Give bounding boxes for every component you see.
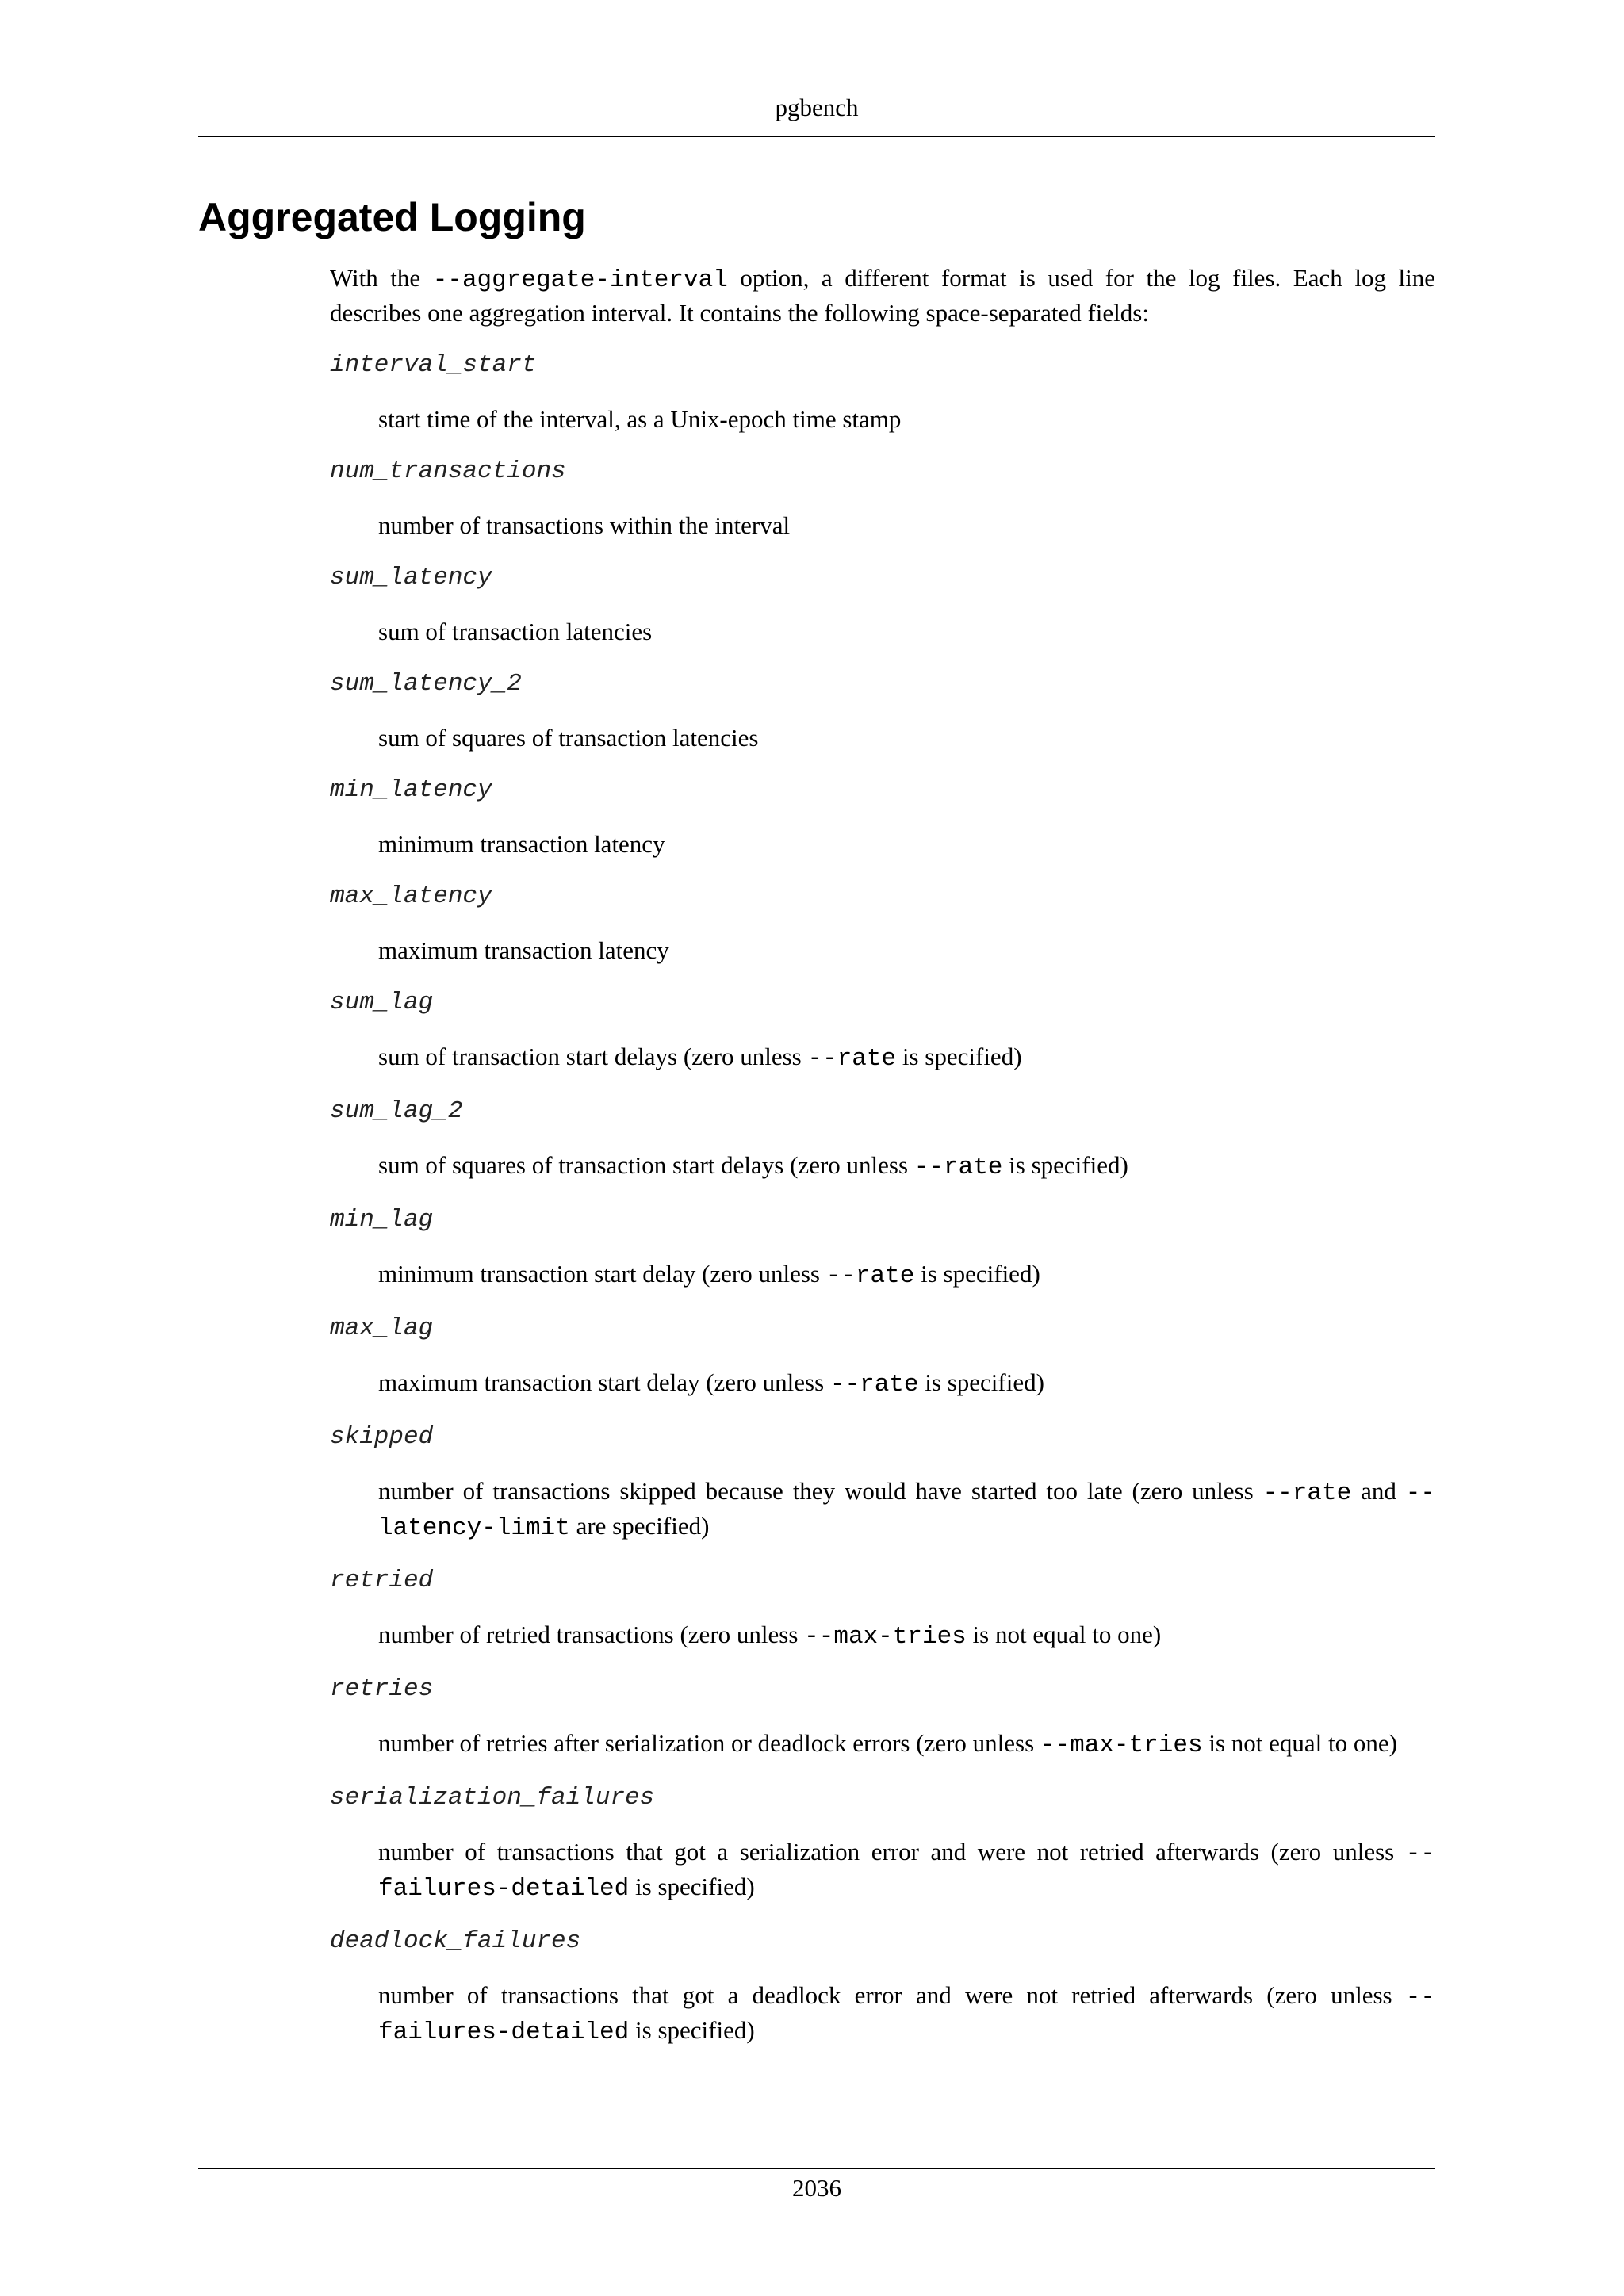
field-desc-sum-lag: sum of transaction start delays (zero unless --rate is specified) xyxy=(378,1043,1022,1073)
field-term-num-transactions: num_transactions xyxy=(330,457,566,485)
field-desc-retries: number of retries after serialization or deadlock errors (zero unless --max-tries is not equal to one) xyxy=(378,1729,1397,1759)
section-body xyxy=(330,262,1435,2069)
page-number: 2036 xyxy=(792,2174,841,2202)
field-desc-sum-latency-2: sum of squares of transaction latencies xyxy=(378,724,759,752)
field-desc-deadlock-failures: number of transactions that got a deadlock error and were not retried afterwards (zero unless --failures-detailed is specified) xyxy=(378,1981,1435,2046)
field-term-retried: retried xyxy=(330,1567,434,1594)
latency-limit-option: --latency-limit xyxy=(378,1479,1435,1542)
field-term-skipped: skipped xyxy=(330,1423,434,1451)
rate-option: --rate xyxy=(825,1262,915,1290)
field-term-max-lag: max_lag xyxy=(330,1314,434,1342)
field-desc-retried: number of retried transactions (zero unless --max-tries is not equal to one) xyxy=(378,1621,1162,1651)
rate-option: --rate xyxy=(1262,1479,1352,1507)
field-desc-sum-lag-2: sum of squares of transaction start delays (zero unless --rate is specified) xyxy=(378,1151,1128,1181)
field-term-sum-latency: sum_latency xyxy=(330,564,492,591)
field-desc-num-transactions: number of transactions within the interval xyxy=(378,511,791,539)
field-desc-max-lag: maximum transaction start delay (zero unless --rate is specified) xyxy=(378,1368,1044,1399)
field-desc-serialization-failures: number of transactions that got a serialization error and were not retried afterwards (zero unless --failures-detailed is specified) xyxy=(378,1838,1435,1903)
field-desc-min-latency: minimum transaction latency xyxy=(378,830,665,858)
field-desc-sum-latency: sum of transaction latencies xyxy=(378,618,653,645)
field-desc-skipped: number of transactions skipped because they would have started too late (zero unless --rate and --latency-limit are specified) xyxy=(378,1477,1435,1542)
max-tries-option: --max-tries xyxy=(1040,1732,1203,1759)
field-desc-min-lag: minimum transaction start delay (zero unless --rate is specified) xyxy=(378,1260,1040,1290)
rate-option: --rate xyxy=(829,1371,919,1399)
field-desc-interval-start: start time of the interval, as a Unix-epoch time stamp xyxy=(378,405,902,433)
field-term-max-latency: max_latency xyxy=(330,882,492,910)
aggregate-interval-option: --aggregate-interval xyxy=(432,266,728,294)
field-term-interval-start: interval_start xyxy=(330,351,537,379)
field-term-min-lag: min_lag xyxy=(330,1206,434,1234)
intro-paragraph: With the --aggregate-interval option, a different format is used for the log files. Each log line describes one aggregation interval. It contains the following space-separated fields: xyxy=(330,264,1435,327)
field-desc-max-latency: maximum transaction latency xyxy=(378,936,669,964)
max-tries-option: --max-tries xyxy=(804,1623,967,1651)
header-rule xyxy=(198,136,1435,137)
field-term-retries: retries xyxy=(330,1675,434,1703)
field-list xyxy=(330,350,1435,2049)
failures-detailed-option: --failures-detailed xyxy=(378,1840,1435,1903)
footer-rule xyxy=(198,2168,1435,2169)
field-term-sum-latency-2: sum_latency_2 xyxy=(330,670,522,698)
rate-option: --rate xyxy=(807,1045,897,1073)
field-term-serialization-failures: serialization_failures xyxy=(330,1784,655,1812)
field-term-deadlock-failures: deadlock_failures xyxy=(330,1927,581,1955)
running-header: pgbench xyxy=(775,94,859,121)
section-title: Aggregated Logging xyxy=(198,195,586,239)
failures-detailed-option: --failures-detailed xyxy=(378,1984,1435,2046)
field-term-sum-lag-2: sum_lag_2 xyxy=(330,1097,463,1125)
rate-option: --rate xyxy=(914,1154,1003,1181)
field-term-sum-lag: sum_lag xyxy=(330,989,434,1016)
field-term-min-latency: min_latency xyxy=(330,776,492,804)
